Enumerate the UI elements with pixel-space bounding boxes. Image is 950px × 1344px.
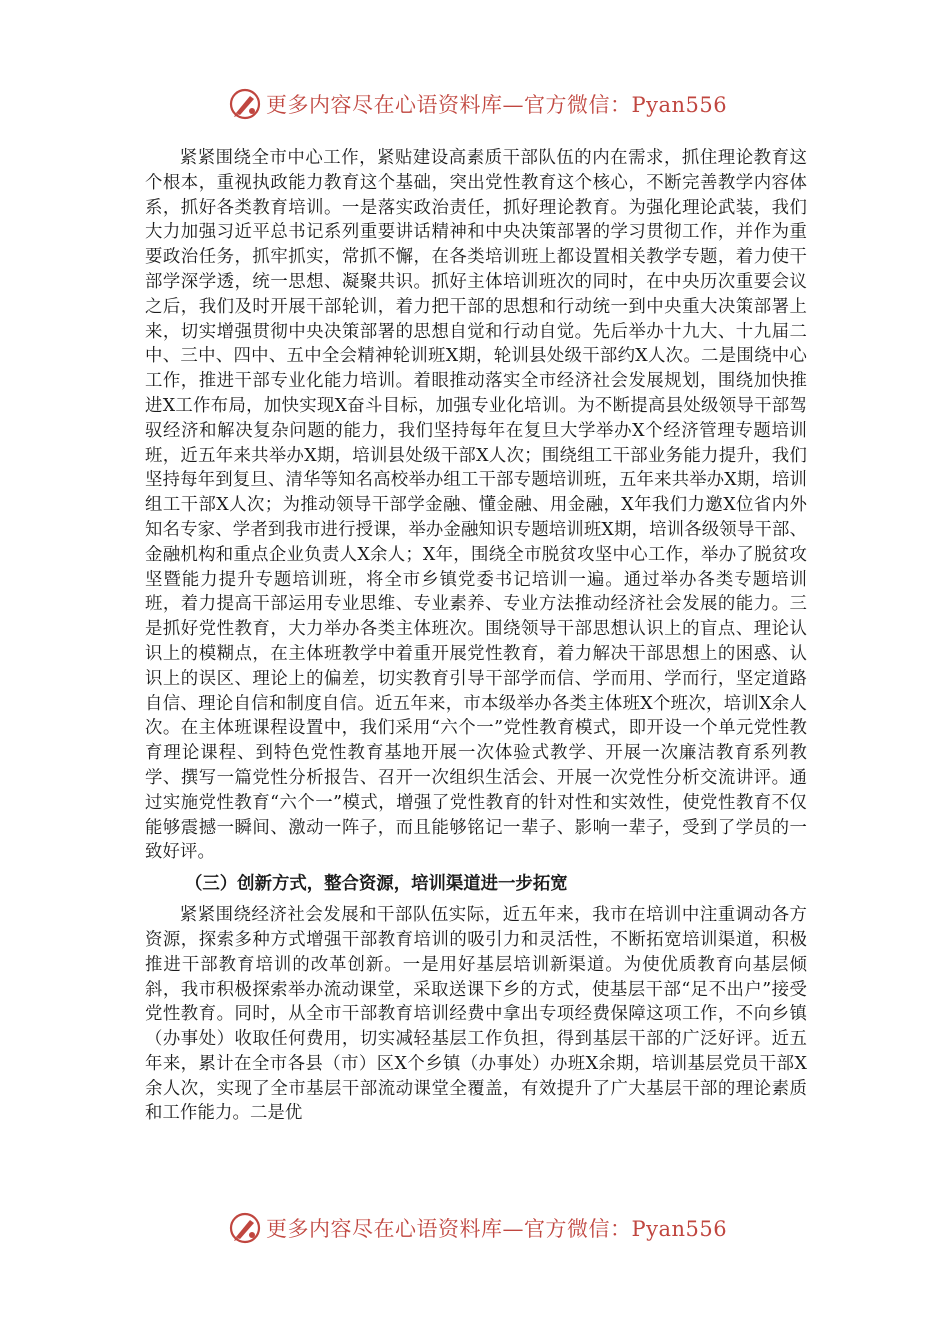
body-paragraph-1: 紧紧围绕全市中心工作，紧贴建设高素质干部队伍的内在需求，抓住理论教育这个根本，重视执政能力教育这个基础，突出党性教育这个核心，不断完善教学内容体系，抓好各类教育培训。一是落实政治责任，抓好理论教育。为强化理论武装，我们大力加强习近平总书记系列重要讲话精神和中央决策部署的学习贯彻工作，并作为重要政治任务，抓牢抓实，常抓不懈，在各类培训班上都设置相关教学专题，着力使干部学深学透，统一思想、凝聚共识。抓好主体培训班次的同时，在中央历次重要会议之后，我们及时开展干部轮训，着力把干部的思想和行动统一到中央重大决策部署上来，切实增强贯彻中央决策部署的思想自觉和行动自觉。先后举办十九大、十九届二中、三中、四中、五中全会精神轮训班X期，轮训县处级干部约X人次。二是围绕中心工作，推进干部专业化能力培训。着眼推动落实全市经济社会发展规划，围绕加快推进X工作布局，加快实现X奋斗目标，加强专业化培训。为不断提高县处级领导干部驾驭经济和解决复杂问题的能力，我们坚持每年在复旦大学举办X个经济管理专题培训班，近五年来共举办X期，培训县处级干部X人次；围绕组工干部业务能力提升，我们坚持每年到复旦、清华等知名高校举办组工干部专题培训班，五年来共举办X期，培训组工干部X人次；为推动领导干部学金融、懂金融、用金融，X年我们力邀X位省内外知名专家、学者到我市进行授课，举办金融知识专题培训班X期，培训各级领导干部、金融机构和重点企业负责人X余人；X年，围绕全市脱贫攻坚中心工作，举办了脱贫攻坚暨能力提升专题培训班，将全市乡镇党委书记培训一遍。通过举办各类专题培训班，着力提高干部运用专业思维、专业素养、专业方法推动经济社会发展的能力。三是抓好党性教育，大力举办各类主体班次。围绕领导干部思想认识上的盲点、理论认识上的模糊点，在主体班教学中着重开展党性教育，着力解决干部思想上的困惑、认识上的误区、理论上的偏差，切实教育引导干部学而信、学而用、学而行，坚定道路自信、理论自信和制度自信。近五年来，市本级举办各类主体班X个班次，培训X余人次。在主体班课程设置中，我们采用“六个一”党性教育模式，即开设一个单元党性教育理论课程、到特色党性教育基地开展一次体验式教学、开展一次廉洁教育系列教学、撰写一篇党性分析报告、召开一次组织生活会、开展一次党性分析交流讲评。通过实施党性教育“六个一”模式，增强了党性教育的针对性和实效性，使党性教育不仅能够震撼一瞬间、激动一阵子，而且能够铭记一辈子、影响一辈子，受到了学员的一致好评。 <box>145 148 807 863</box>
banner-text: 更多内容尽在心语资料库—官方微信：Pyan556 <box>266 1217 728 1241</box>
document-body <box>145 146 807 1126</box>
watermark-banner-top <box>228 84 728 124</box>
section-heading-3: （三）创新方式，整合资源，培训渠道进一步拓宽 <box>185 874 568 895</box>
body-paragraph-2: 紧紧围绕经济社会发展和干部队伍实际，近五年来，我市在培训中注重调动各方资源，探索多种方式增强干部教育培训的吸引力和灵活性，不断拓宽培训渠道，积极推进干部教育培训的改革创新。一是用好基层培训新渠道。为使优质教育向基层倾斜，我市积极探索举办流动课堂，采取送课下乡的方式，使基层干部“足不出户”接受党性教育。同时，从全市干部教育培训经费中拿出专项经费保障这项工作，不向乡镇（办事处）收取任何费用，切实减轻基层工作负担，得到基层干部的广泛好评。近五年来，累计在全市各县（市）区X个乡镇（办事处）办班X余期，培训基层党员干部X余人次，实现了全市基层干部流动课堂全覆盖，有效提升了广大基层干部的理论素质和工作能力。二是优 <box>145 905 807 1124</box>
watermark-banner-bottom <box>228 1208 728 1248</box>
pen-seal-logo-icon <box>228 1211 262 1245</box>
banner-text: 更多内容尽在心语资料库—官方微信：Pyan556 <box>266 93 728 117</box>
pen-seal-logo-icon <box>228 87 262 121</box>
